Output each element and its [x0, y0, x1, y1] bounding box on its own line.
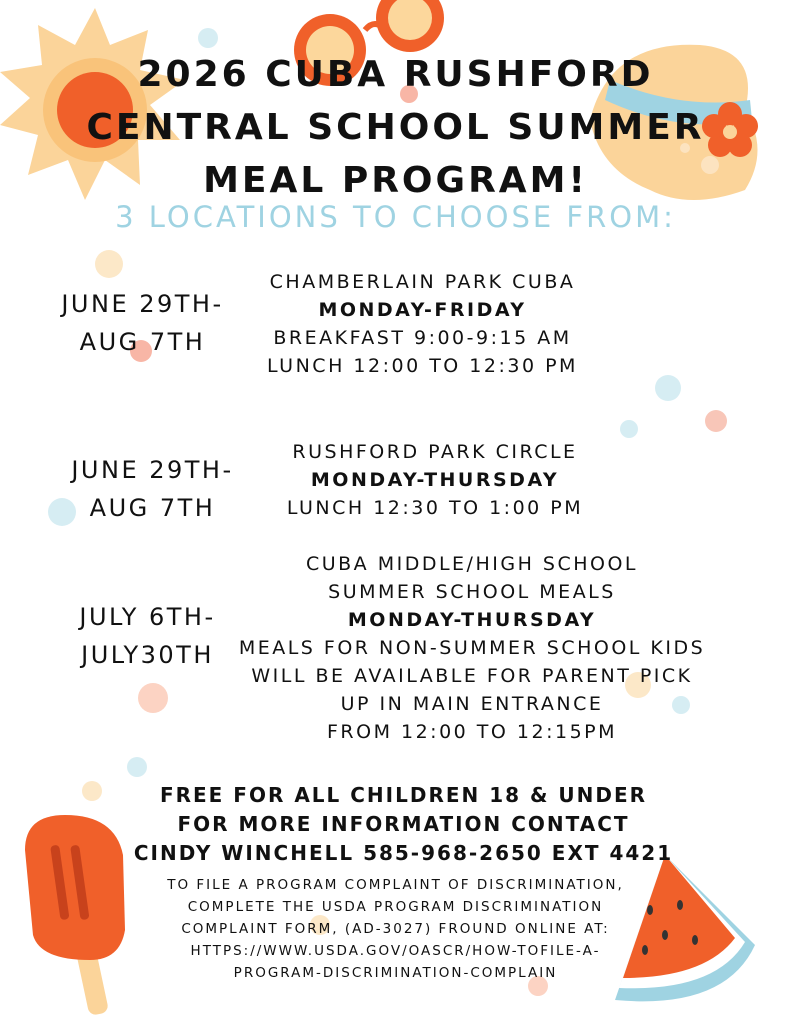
- date-line: JUNE 29TH-: [71, 456, 234, 484]
- date-line: JULY30TH: [81, 641, 214, 669]
- page-title: [0, 48, 791, 207]
- detail-line: BREAKFAST 9:00-9:15 AM: [273, 327, 572, 349]
- decor-dot: [655, 375, 681, 401]
- location-1-dates: [40, 285, 245, 361]
- notice-line: HTTPS://WWW.USDA.GOV/OASCR/HOW-TOFILE-A-: [190, 943, 601, 959]
- free-line: FOR MORE INFORMATION CONTACT: [177, 812, 630, 836]
- detail-line: FROM 12:00 TO 12:15PM: [326, 721, 618, 743]
- decor-dot: [620, 420, 638, 438]
- location-3-details: [222, 550, 722, 746]
- detail-line: CUBA MIDDLE/HIGH SCHOOL: [305, 553, 639, 575]
- title-line: CENTRAL SCHOOL SUMMER: [86, 107, 705, 148]
- detail-line: LUNCH 12:00 TO 12:30 PM: [267, 355, 578, 377]
- detail-line: LUNCH 12:30 TO 1:00 PM: [286, 497, 584, 519]
- location-2-details: [260, 438, 610, 522]
- detail-line: MONDAY-THURSDAY: [310, 469, 560, 491]
- detail-line: WILL BE AVAILABLE FOR PARENT PICK: [251, 665, 693, 687]
- subtitle: 3 LOCATIONS TO CHOOSE FROM:: [115, 200, 676, 234]
- detail-line: MONDAY-FRIDAY: [318, 299, 527, 321]
- decor-dot: [138, 683, 168, 713]
- date-line: AUG 7TH: [89, 494, 216, 522]
- detail-line: UP IN MAIN ENTRANCE: [340, 693, 604, 715]
- decor-dot: [198, 28, 218, 48]
- detail-line: CHAMBERLAIN PARK CUBA: [269, 271, 576, 293]
- free-line: FREE FOR ALL CHILDREN 18 & UNDER: [159, 783, 648, 807]
- notice-line: PROGRAM-DISCRIMINATION-COMPLAIN: [233, 965, 558, 981]
- detail-line: SUMMER SCHOOL MEALS: [328, 581, 616, 603]
- decor-dot: [705, 410, 727, 432]
- date-line: JUNE 29TH-: [61, 290, 224, 318]
- notice-line: COMPLAINT FORM, (AD-3027) FROUND ONLINE AT:: [181, 921, 610, 937]
- detail-line: MONDAY-THURSDAY: [347, 609, 597, 631]
- discrimination-notice: [0, 874, 791, 984]
- detail-line: MEALS FOR NON-SUMMER SCHOOL KIDS: [238, 637, 706, 659]
- title-line: 2026 CUBA RUSHFORD: [137, 54, 654, 95]
- notice-line: COMPLETE THE USDA PROGRAM DISCRIMINATION: [187, 899, 604, 915]
- title-line: MEAL PROGRAM!: [203, 160, 588, 201]
- location-2-dates: [50, 451, 255, 527]
- notice-line: TO FILE A PROGRAM COMPLAINT OF DISCRIMINATION,: [167, 877, 624, 893]
- decor-dot: [127, 757, 147, 777]
- date-line: JULY 6TH-: [79, 603, 216, 631]
- contact-info: [8, 781, 791, 868]
- location-1-details: [245, 268, 600, 380]
- date-line: AUG 7TH: [79, 328, 206, 356]
- detail-line: RUSHFORD PARK CIRCLE: [292, 441, 578, 463]
- free-line: CINDY WINCHELL 585-968-2650 EXT 4421: [133, 841, 674, 865]
- location-3-dates: [55, 598, 240, 674]
- decor-dot: [95, 250, 123, 278]
